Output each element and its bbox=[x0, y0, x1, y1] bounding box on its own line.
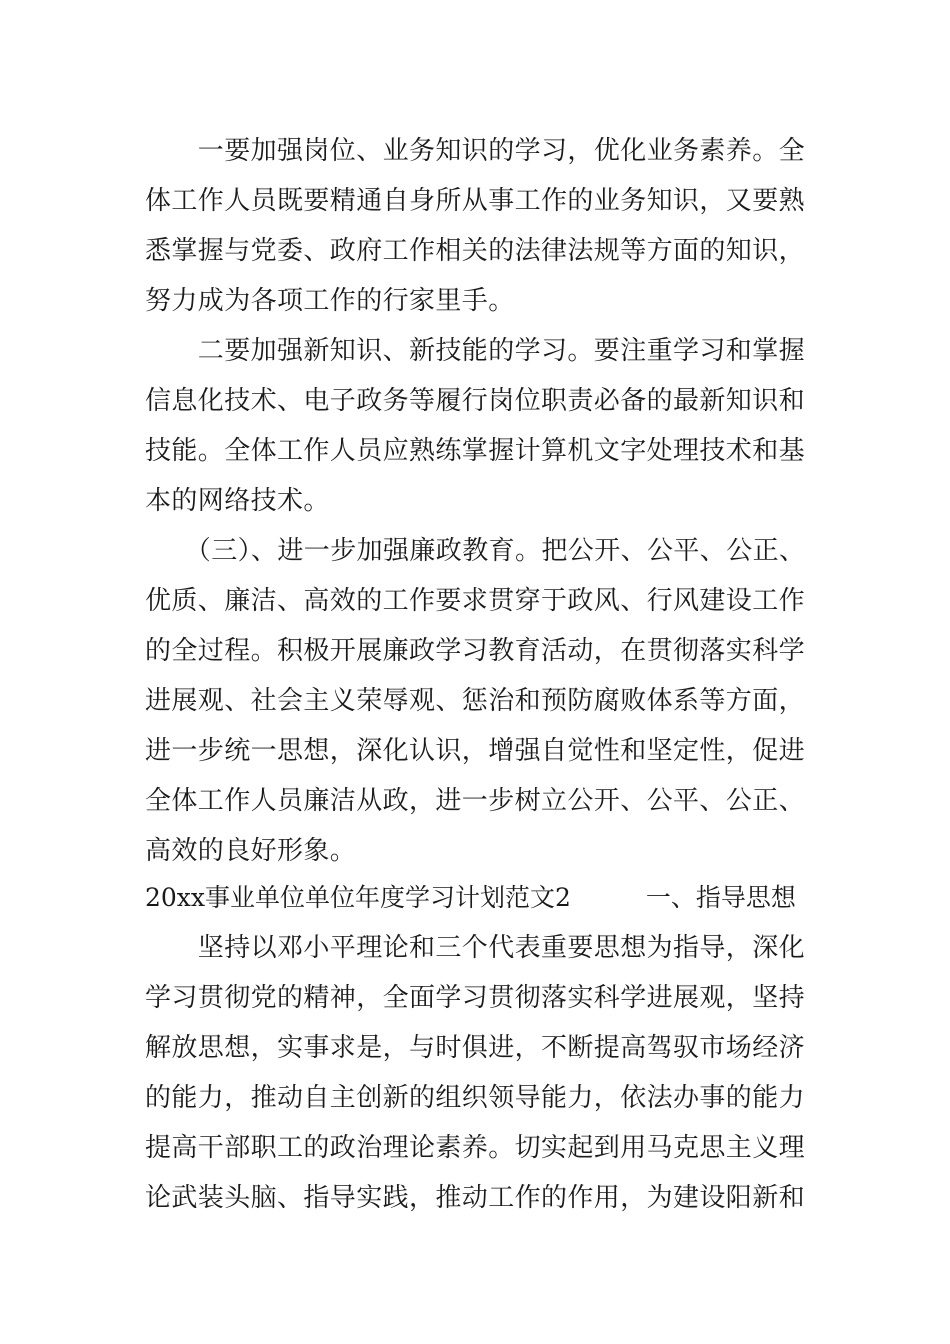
section-heading-line: 20xx事业单位单位年度学习计划范文2 一、指导思想 bbox=[145, 883, 796, 912]
text-line: 本的网络技术。 bbox=[145, 486, 330, 516]
text-line: 的全过程。积极开展廉政学习教育活动，在贯彻落实科学 bbox=[145, 636, 806, 666]
text-line: 技能。全体工作人员应熟练掌握计算机文字处理技术和基 bbox=[145, 436, 806, 466]
text-line: 提高干部职工的政治理论素养。切实起到用马克思主义理 bbox=[145, 1133, 806, 1163]
text-line: 努力成为各项工作的行家里手。 bbox=[145, 286, 515, 316]
text-line: 的能力，推动自主创新的组织领导能力，依法办事的能力 bbox=[145, 1083, 806, 1113]
text-line: 坚持以邓小平理论和三个代表重要思想为指导，深化 bbox=[145, 933, 806, 963]
text-line: 二要加强新知识、新技能的学习。要注重学习和掌握 bbox=[145, 336, 806, 366]
text-line: 进一步统一思想，深化认识，增强自觉性和坚定性，促进 bbox=[145, 736, 806, 766]
text-line: 信息化技术、电子政务等履行岗位职责必备的最新知识和 bbox=[145, 386, 806, 416]
text-line: 解放思想，实事求是，与时俱进，不断提高驾驭市场经济 bbox=[145, 1033, 806, 1063]
text-line: 一要加强岗位、业务知识的学习，优化业务素养。全 bbox=[145, 136, 806, 166]
text-line: （三）、进一步加强廉政教育。把公开、公平、公正、 bbox=[145, 536, 806, 566]
text-line: 优质、廉洁、高效的工作要求贯穿于政风、行风建设工作 bbox=[145, 586, 806, 616]
text-line: 悉掌握与党委、政府工作相关的法律法规等方面的知识， bbox=[145, 236, 806, 266]
text-line: 全体工作人员廉洁从政，进一步树立公开、公平、公正、 bbox=[145, 786, 806, 816]
text-line: 体工作人员既要精通自身所从事工作的业务知识，又要熟 bbox=[145, 186, 806, 216]
text-line: 学习贯彻党的精神，全面学习贯彻落实科学进展观，坚持 bbox=[145, 983, 806, 1013]
text-line: 进展观、社会主义荣辱观、惩治和预防腐败体系等方面， bbox=[145, 686, 806, 716]
text-line: 论武装头脑、指导实践，推动工作的作用，为建设阳新和 bbox=[145, 1183, 806, 1213]
text-line: 高效的良好形象。 bbox=[145, 836, 357, 866]
